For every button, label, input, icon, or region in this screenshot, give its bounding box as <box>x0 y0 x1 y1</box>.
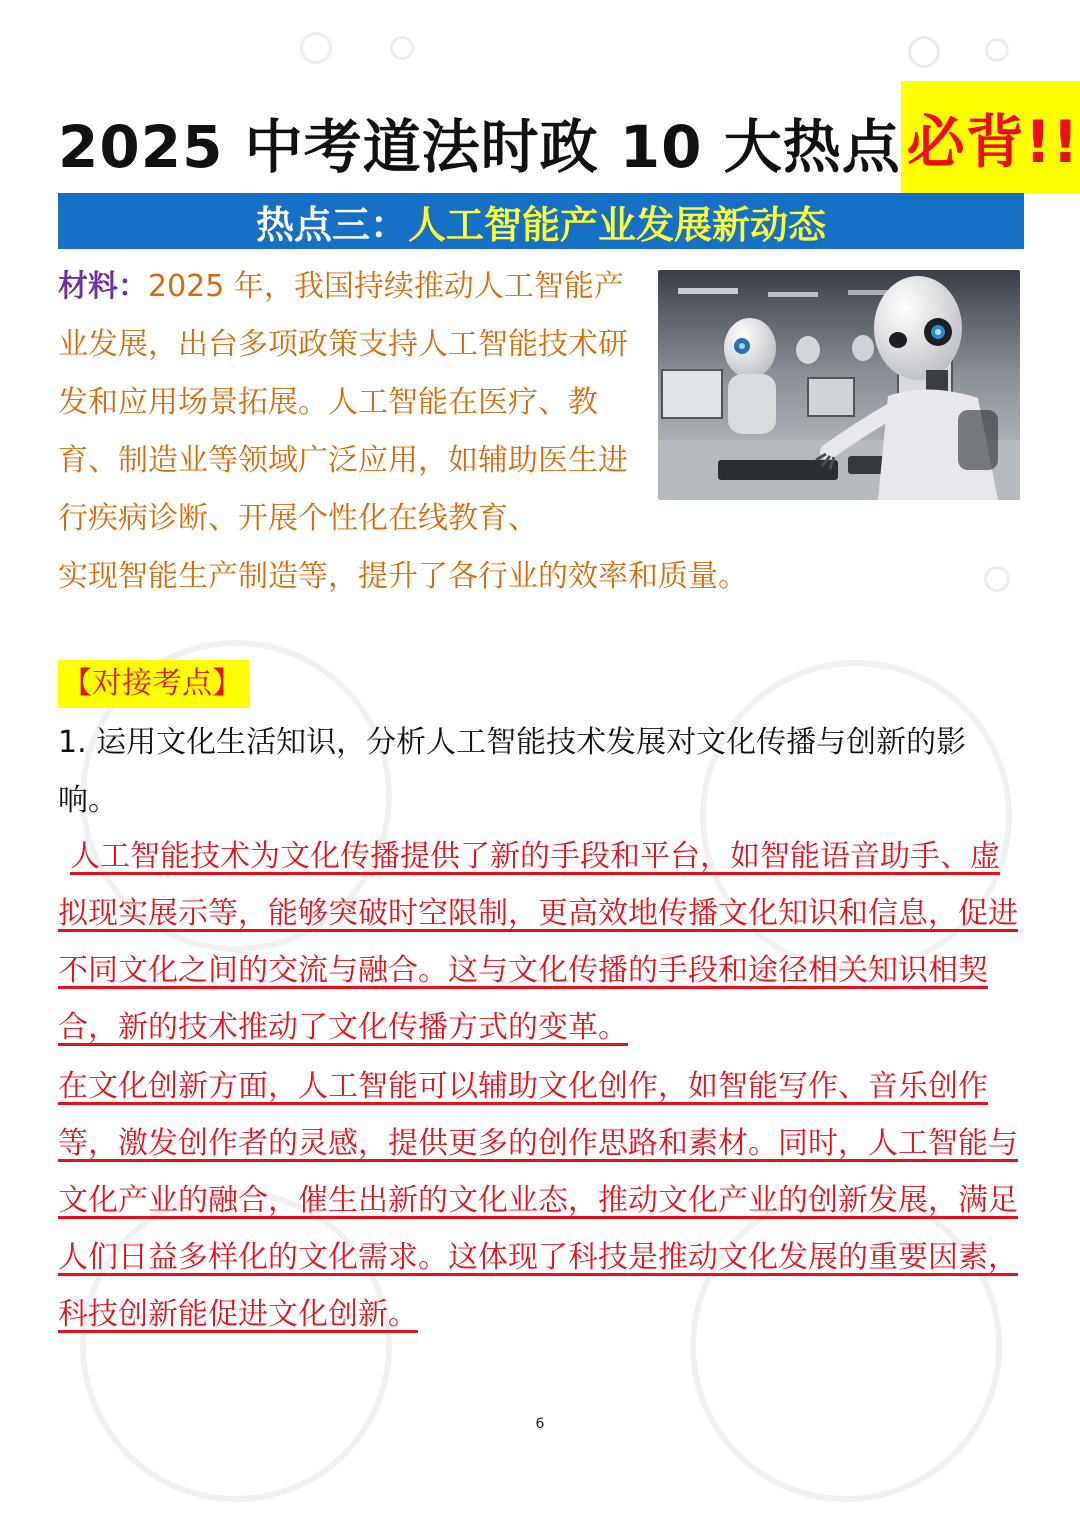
title-main: 2025 中考道法时政 10 大热点 <box>58 113 901 181</box>
watermark-dot <box>908 36 940 68</box>
watermark-dot <box>390 36 414 60</box>
banner-topic: 人工智能产业发展新动态 <box>408 202 827 247</box>
answer-paragraph-1: 人工智能技术为文化传播提供了新的手段和平台，如智能语音助手、虚拟现实展示等，能够突破时空限制，更高效地传播文化知识和信息，促进不同文化之间的交流与融合。这与文化传播的手段和途径相关知识相契合，新的技术推动了文化传播方式的变革。 <box>58 839 1018 1045</box>
question-1: 1. 运用文化生活知识，分析人工智能技术发展对文化传播与创新的影响。 <box>58 725 967 818</box>
title-highlight: 必背!! <box>901 81 1080 193</box>
material-label: 材料： <box>58 269 148 304</box>
page-number: 6 <box>535 1416 545 1432</box>
material-paragraph <box>58 258 646 548</box>
ai-robot-image <box>658 270 1020 500</box>
topic-banner <box>58 193 1024 249</box>
watermark-dot <box>985 38 1009 62</box>
banner-prefix: 热点三： <box>255 202 408 247</box>
material-last-line: 实现智能生产制造等，提升了各行业的效率和质量。 <box>58 559 748 594</box>
material-text: 2025 年，我国持续推动人工智能产业发展，出台多项政策支持人工智能技术研发和应用场景拓展。人工智能在医疗、教育、制造业等领域广泛应用，如辅助医生进行疾病诊断、开展个性化在线教育、 <box>58 269 628 536</box>
exam-point-tag: 【对接考点】 <box>58 660 250 708</box>
page-title <box>58 92 1080 192</box>
answer-paragraph-2: 在文化创新方面，人工智能可以辅助文化创作，如智能写作、音乐创作等，激发创作者的灵感，提供更多的创作思路和素材。同时，人工智能与文化产业的融合，催生出新的文化业态，推动文化产业的创新发展，满足人们日益多样化的文化需求。这体现了科技是推动文化发展的重要因素，科技创新能促进文化创新。 <box>58 1069 1018 1332</box>
watermark-dot <box>300 32 332 64</box>
